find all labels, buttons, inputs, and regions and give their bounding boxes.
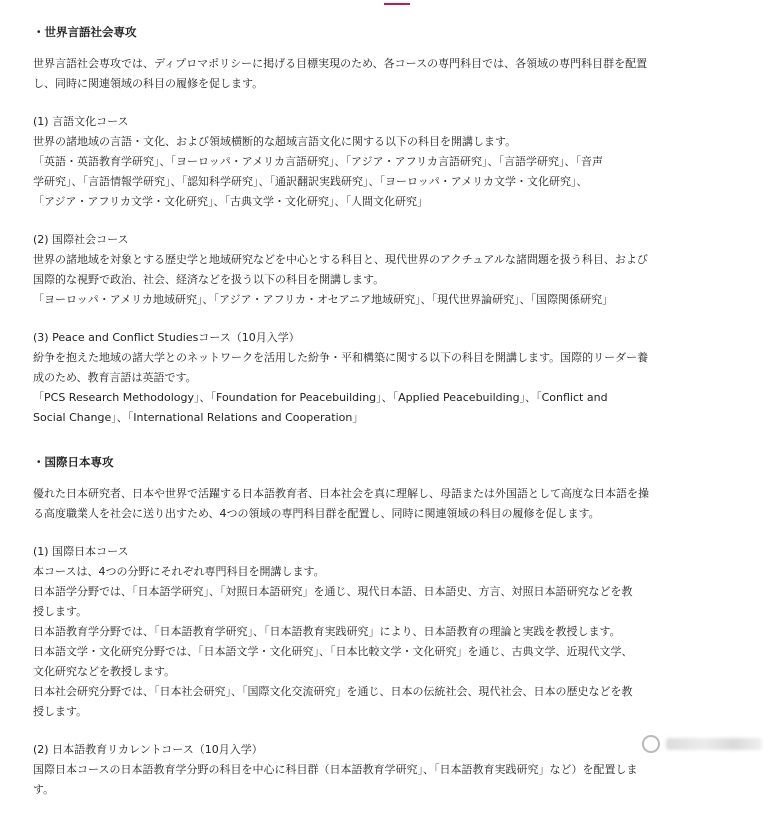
watermark (642, 733, 762, 755)
text-line: 学研究」、「言語情報学研究」、「認知科学研究」、「通訳翻訳実践研究」、「ヨーロッパ・アメリカ文学・文化研究」、 (33, 175, 588, 188)
course-block-international-society (33, 230, 673, 310)
text-line: 国際的な視野で政治、社会、経済などを扱う以下の科目を開講します。 (33, 273, 385, 286)
text-line: 日本社会研究分野では、「日本社会研究」、「国際文化交流研究」を通じ、日本の伝統社会、現代社会、日本の歴史などを教 (33, 685, 633, 698)
text-line: 本コースは、4つの分野にそれぞれ専門科目を開講します。 (33, 565, 325, 578)
text-line: 日本語教育学分野では、「日本語教育学研究」、「日本語教育実践研究」により、日本語教育の理論と実践を教授します。 (33, 625, 621, 638)
section-heading: ・国際日本専攻 (33, 455, 114, 469)
section-intro (33, 484, 673, 524)
section-world-language-society (33, 22, 673, 428)
course-title: (1) 国際日本コース (33, 545, 129, 558)
text-line: 「英語・英語教育学研究」、「ヨーロッパ・アメリカ言語研究」、「アジア・アフリカ言語研究」、「言語学研究」、「音声 (33, 155, 604, 168)
document-body (33, 22, 673, 818)
text-line: 日本語学分野では、「日本語学研究」、「対照日本語研究」を通じ、現代日本語、日本語史、方言、対照日本語研究などを教 (33, 585, 633, 598)
text-line: 国際日本コースの日本語教育学分野の科目を中心に科目群（日本語教育学研究」、「日本語教育実践研究」など）を配置しま (33, 763, 638, 776)
course-title: (2) 日本語教育リカレントコース（10月入学） (33, 743, 263, 756)
text-line: 「PCS Research Methodology」、「Foundation for Peacebuilding」、「Applied Peacebuilding」、「Conflict and (33, 391, 608, 404)
blurred-watermark-text (666, 738, 762, 750)
text-line: 「アジア・アフリカ文学・文化研究」、「古典文学・文化研究」、「人間文化研究」 (33, 195, 429, 208)
text-line: 授します。 (33, 605, 88, 618)
section-international-japan (33, 452, 673, 800)
course-block-language-culture (33, 112, 673, 212)
text-line: し、同時に関連領域の科目の履修を促します。 (33, 77, 264, 90)
text-line: 世界の諸地域を対象とする歴史学と地域研究などを中心とする科目と、現代世界のアクチュアルな諸問題を扱う科目、および (33, 253, 648, 266)
chat-bubble-icon (642, 735, 660, 753)
course-title: (2) 国際社会コース (33, 233, 129, 246)
text-line: 優れた日本研究者、日本や世界で活躍する日本語教育者、日本社会を真に理解し、母語または外国語として高度な日本語を操 (33, 487, 649, 500)
text-line: 世界の諸地域の言語・文化、および領域横断的な超域言語文化に関する以下の科目を開講します。 (33, 135, 517, 148)
text-line: 「ヨーロッパ・アメリカ地域研究」、「アジア・アフリカ・オセアニア地域研究」、「現代世界論研究」、「国際関係研究」 (33, 293, 614, 306)
text-line: 世界言語社会専攻では、ディプロマポリシーに掲げる目標実現のため、各コースの専門科目では、各領域の専門科目群を配置 (33, 57, 648, 70)
section-heading: ・世界言語社会専攻 (33, 25, 137, 39)
text-line: 日本語文学・文化研究分野では、「日本語文学・文化研究」、「日本比較文学・文化研究」を通じ、古典文学、近現代文学、 (33, 645, 633, 658)
text-line: 授します。 (33, 705, 88, 718)
text-line: 文化研究などを教授します。 (33, 665, 176, 678)
course-title: (1) 言語文化コース (33, 115, 129, 128)
text-line: る高度職業人を社会に送り出すため、4つの領域の専門科目群を配置し、同時に関連領域の科目の履修を促します。 (33, 507, 600, 520)
text-line: 紛争を抱えた地域の諸大学とのネットワークを活用した紛争・平和構築に関する以下の科目を開講します。国際的リーダー養 (33, 351, 649, 364)
course-block-international-japan (33, 542, 673, 722)
top-accent-bar (384, 3, 410, 5)
text-line: 成のため、教育言語は英語です。 (33, 371, 197, 384)
course-block-peace-conflict (33, 328, 673, 428)
text-line: Social Change」、「International Relations and Cooperation」 (33, 411, 364, 424)
course-block-japanese-education-recurrent (33, 740, 673, 800)
course-title: (3) Peace and Conflict Studiesコース（10月入学） (33, 331, 300, 344)
section-intro (33, 54, 673, 94)
text-line: す。 (33, 783, 55, 796)
